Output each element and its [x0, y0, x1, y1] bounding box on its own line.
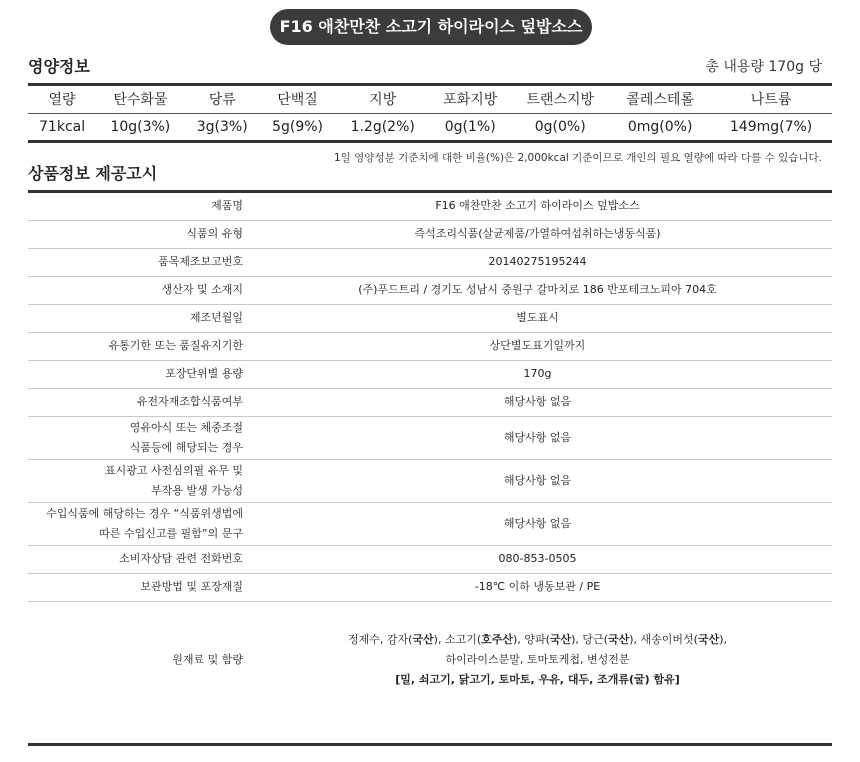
nutrition-header-row: [28, 84, 832, 114]
nutrition-value-cell: 0mg(0%): [627, 119, 693, 135]
nutrition-heading: 영양정보: [28, 57, 90, 76]
info-row-value: [243, 502, 832, 545]
nutrition-table: [28, 84, 832, 140]
nutrition-header-cell: 트랜스지방: [526, 92, 595, 108]
info-row: [28, 192, 832, 220]
nutrition-value-row: [28, 114, 832, 140]
info-row-label: [28, 248, 243, 276]
info-row-label: [28, 459, 243, 502]
product-info-heading: 상품정보 제공고시: [28, 164, 158, 183]
origin-country: 국산: [549, 633, 572, 647]
info-row-value: [243, 304, 832, 332]
nutrition-header-cell: 포화지방: [443, 92, 498, 108]
info-value-line: 해당사항 없음: [503, 473, 572, 487]
info-row-label: [28, 192, 243, 220]
info-row-value: [243, 332, 832, 360]
info-row-label: [28, 388, 243, 416]
ingredient-text: ), 당근(: [571, 633, 608, 647]
info-value-line: 080-853-0505: [498, 552, 577, 565]
info-label-line: 제조년월일: [189, 311, 243, 324]
nutrition-header-cell: 나트륨: [750, 92, 792, 108]
nutrition-value-cell: 0g(0%): [534, 119, 586, 135]
info-label-line: 표시광고 사전심의필 유무 및: [104, 463, 243, 477]
nutrition-value-cell: 1.2g(2%): [350, 119, 415, 135]
product-title: F16 애찬만찬 소고기 하이라이스 덮밥소스: [270, 9, 592, 45]
info-row: [28, 248, 832, 276]
info-value-line: -18℃ 이하 냉동보관 / PE: [474, 580, 601, 593]
info-row-label: 원재료 및 함량: [172, 653, 243, 667]
info-row-value: [243, 459, 832, 502]
info-value-line: 즉석조리식품(살균제품/가열하여섭취하는냉동식품): [414, 227, 661, 240]
info-row-label: [28, 332, 243, 360]
info-label-line: 식품등에 해당되는 경우: [129, 440, 243, 454]
ingredient-text: ), 양파(: [513, 633, 550, 647]
info-row-label: [28, 416, 243, 459]
info-row-value: [243, 276, 832, 304]
nutrition-value-cell: 149mg(7%): [729, 119, 813, 135]
info-row-label: [28, 360, 243, 388]
info-row: [28, 416, 832, 459]
info-label-line: 수입식품에 해당하는 경우 “식품위생법에: [46, 506, 243, 520]
origin-country: 국산: [607, 633, 630, 647]
info-row-label: [28, 304, 243, 332]
info-value-line: 별도표시: [516, 311, 559, 324]
info-row-value: [243, 545, 832, 573]
info-row-value: [243, 248, 832, 276]
info-row-value: [243, 220, 832, 248]
info-row: [28, 459, 832, 502]
info-row-label: [28, 545, 243, 573]
nutrition-value-cell: 5g(9%): [272, 119, 323, 135]
info-row-label: [28, 573, 243, 601]
ingredient-text: 정제수, 감자(: [347, 633, 413, 647]
materials-line-1: [243, 630, 832, 650]
info-row: [28, 545, 832, 573]
info-row: [28, 360, 832, 388]
nutrition-header-cell: 콜레스테롤: [626, 92, 694, 108]
info-label-line: 영유아식 또는 체중조절: [129, 420, 243, 434]
info-label-line: 보관방법 및 포장재질: [140, 580, 243, 593]
nutrition-value-cell: 71kcal: [39, 119, 86, 135]
origin-country: 국산: [697, 633, 720, 647]
info-label-line: 따른 수입신고를 필함”의 문구: [99, 526, 243, 540]
nutrition-header-cell: 탄수화물: [113, 92, 168, 108]
materials-value: [243, 601, 832, 719]
info-row: [28, 573, 832, 601]
nutrition-footnote: 1일 영양성분 기준치에 대한 비율(%)은 2,000kcal 기준이므로 개인의 필요 열량에 따라 다를 수 있습니다.: [334, 152, 822, 164]
info-row-value: [243, 192, 832, 220]
info-label-line: 생산자 및 소재지: [161, 283, 243, 296]
info-bottom-rule: [28, 743, 832, 746]
allergen-line: [밀, 쇠고기, 닭고기, 토마토, 우유, 대두, 조개류(굴) 함유]: [395, 673, 680, 687]
info-row: [28, 304, 832, 332]
info-label-line: 식품의 유형: [186, 227, 243, 240]
info-row: [28, 388, 832, 416]
info-value-line: 20140275195244: [488, 255, 587, 268]
info-label-line: 포장단위별 용량: [165, 367, 243, 380]
info-label-line: 제품명: [211, 198, 243, 212]
nutrition-value-cell: 10g(3%): [110, 119, 171, 135]
info-row-label: [28, 502, 243, 545]
info-row: [28, 502, 832, 545]
info-label-line: 부작용 발생 가능성: [150, 483, 243, 497]
info-row-materials: [28, 601, 832, 719]
info-row: [28, 332, 832, 360]
nutrition-divider: [28, 113, 832, 114]
info-row-value: [243, 573, 832, 601]
info-row: [28, 220, 832, 248]
info-label-line: 유전자재조합식품여부: [136, 395, 243, 408]
info-label-line: 품목제조보고번호: [157, 255, 243, 268]
info-value-line: 상단별도표기일까지: [489, 339, 586, 352]
ingredient-text: ), 소고기(: [433, 633, 482, 647]
nutrition-header-cell: 열량: [48, 92, 76, 108]
info-row-value: [243, 360, 832, 388]
info-label-line: 소비자상담 관련 전화번호: [119, 552, 243, 565]
info-row-label: [28, 276, 243, 304]
info-row-value: [243, 388, 832, 416]
info-value-line: 170g: [523, 367, 552, 380]
info-value-line: 해당사항 없음: [503, 516, 572, 530]
info-value-line: 해당사항 없음: [503, 395, 572, 408]
product-info-table: [28, 192, 832, 719]
info-value-line: F16 애찬만찬 소고기 하이라이스 덮밥소스: [435, 198, 640, 212]
origin-country: 국산: [412, 633, 434, 647]
nutrition-total-amount: 총 내용량 170g 당: [705, 59, 822, 75]
nutrition-header-cell: 당류: [208, 92, 236, 108]
nutrition-header-cell: 지방: [369, 92, 397, 108]
nutrition-bottom-rule: [28, 140, 832, 143]
info-row: [28, 276, 832, 304]
info-value-line: 해당사항 없음: [503, 430, 572, 444]
ingredient-text: ),: [719, 633, 727, 647]
materials-line-2: 하이라이스분말, 토마토케첩, 변성전분: [445, 653, 630, 667]
ingredient-text: ), 새송이버섯(: [629, 633, 698, 647]
info-row-value: [243, 416, 832, 459]
nutrition-value-cell: 3g(3%): [196, 119, 248, 135]
info-row-label: [28, 220, 243, 248]
nutrition-value-cell: 0g(1%): [444, 119, 496, 135]
origin-country: 호주산: [481, 633, 514, 647]
nutrition-header-cell: 단백질: [277, 92, 318, 108]
info-value-line: (주)푸드트리 / 경기도 성남시 중원구 갈마치로 186 반포테크노피아 704호: [358, 283, 717, 296]
info-label-line: 유통기한 또는 품질유지기한: [108, 339, 243, 352]
